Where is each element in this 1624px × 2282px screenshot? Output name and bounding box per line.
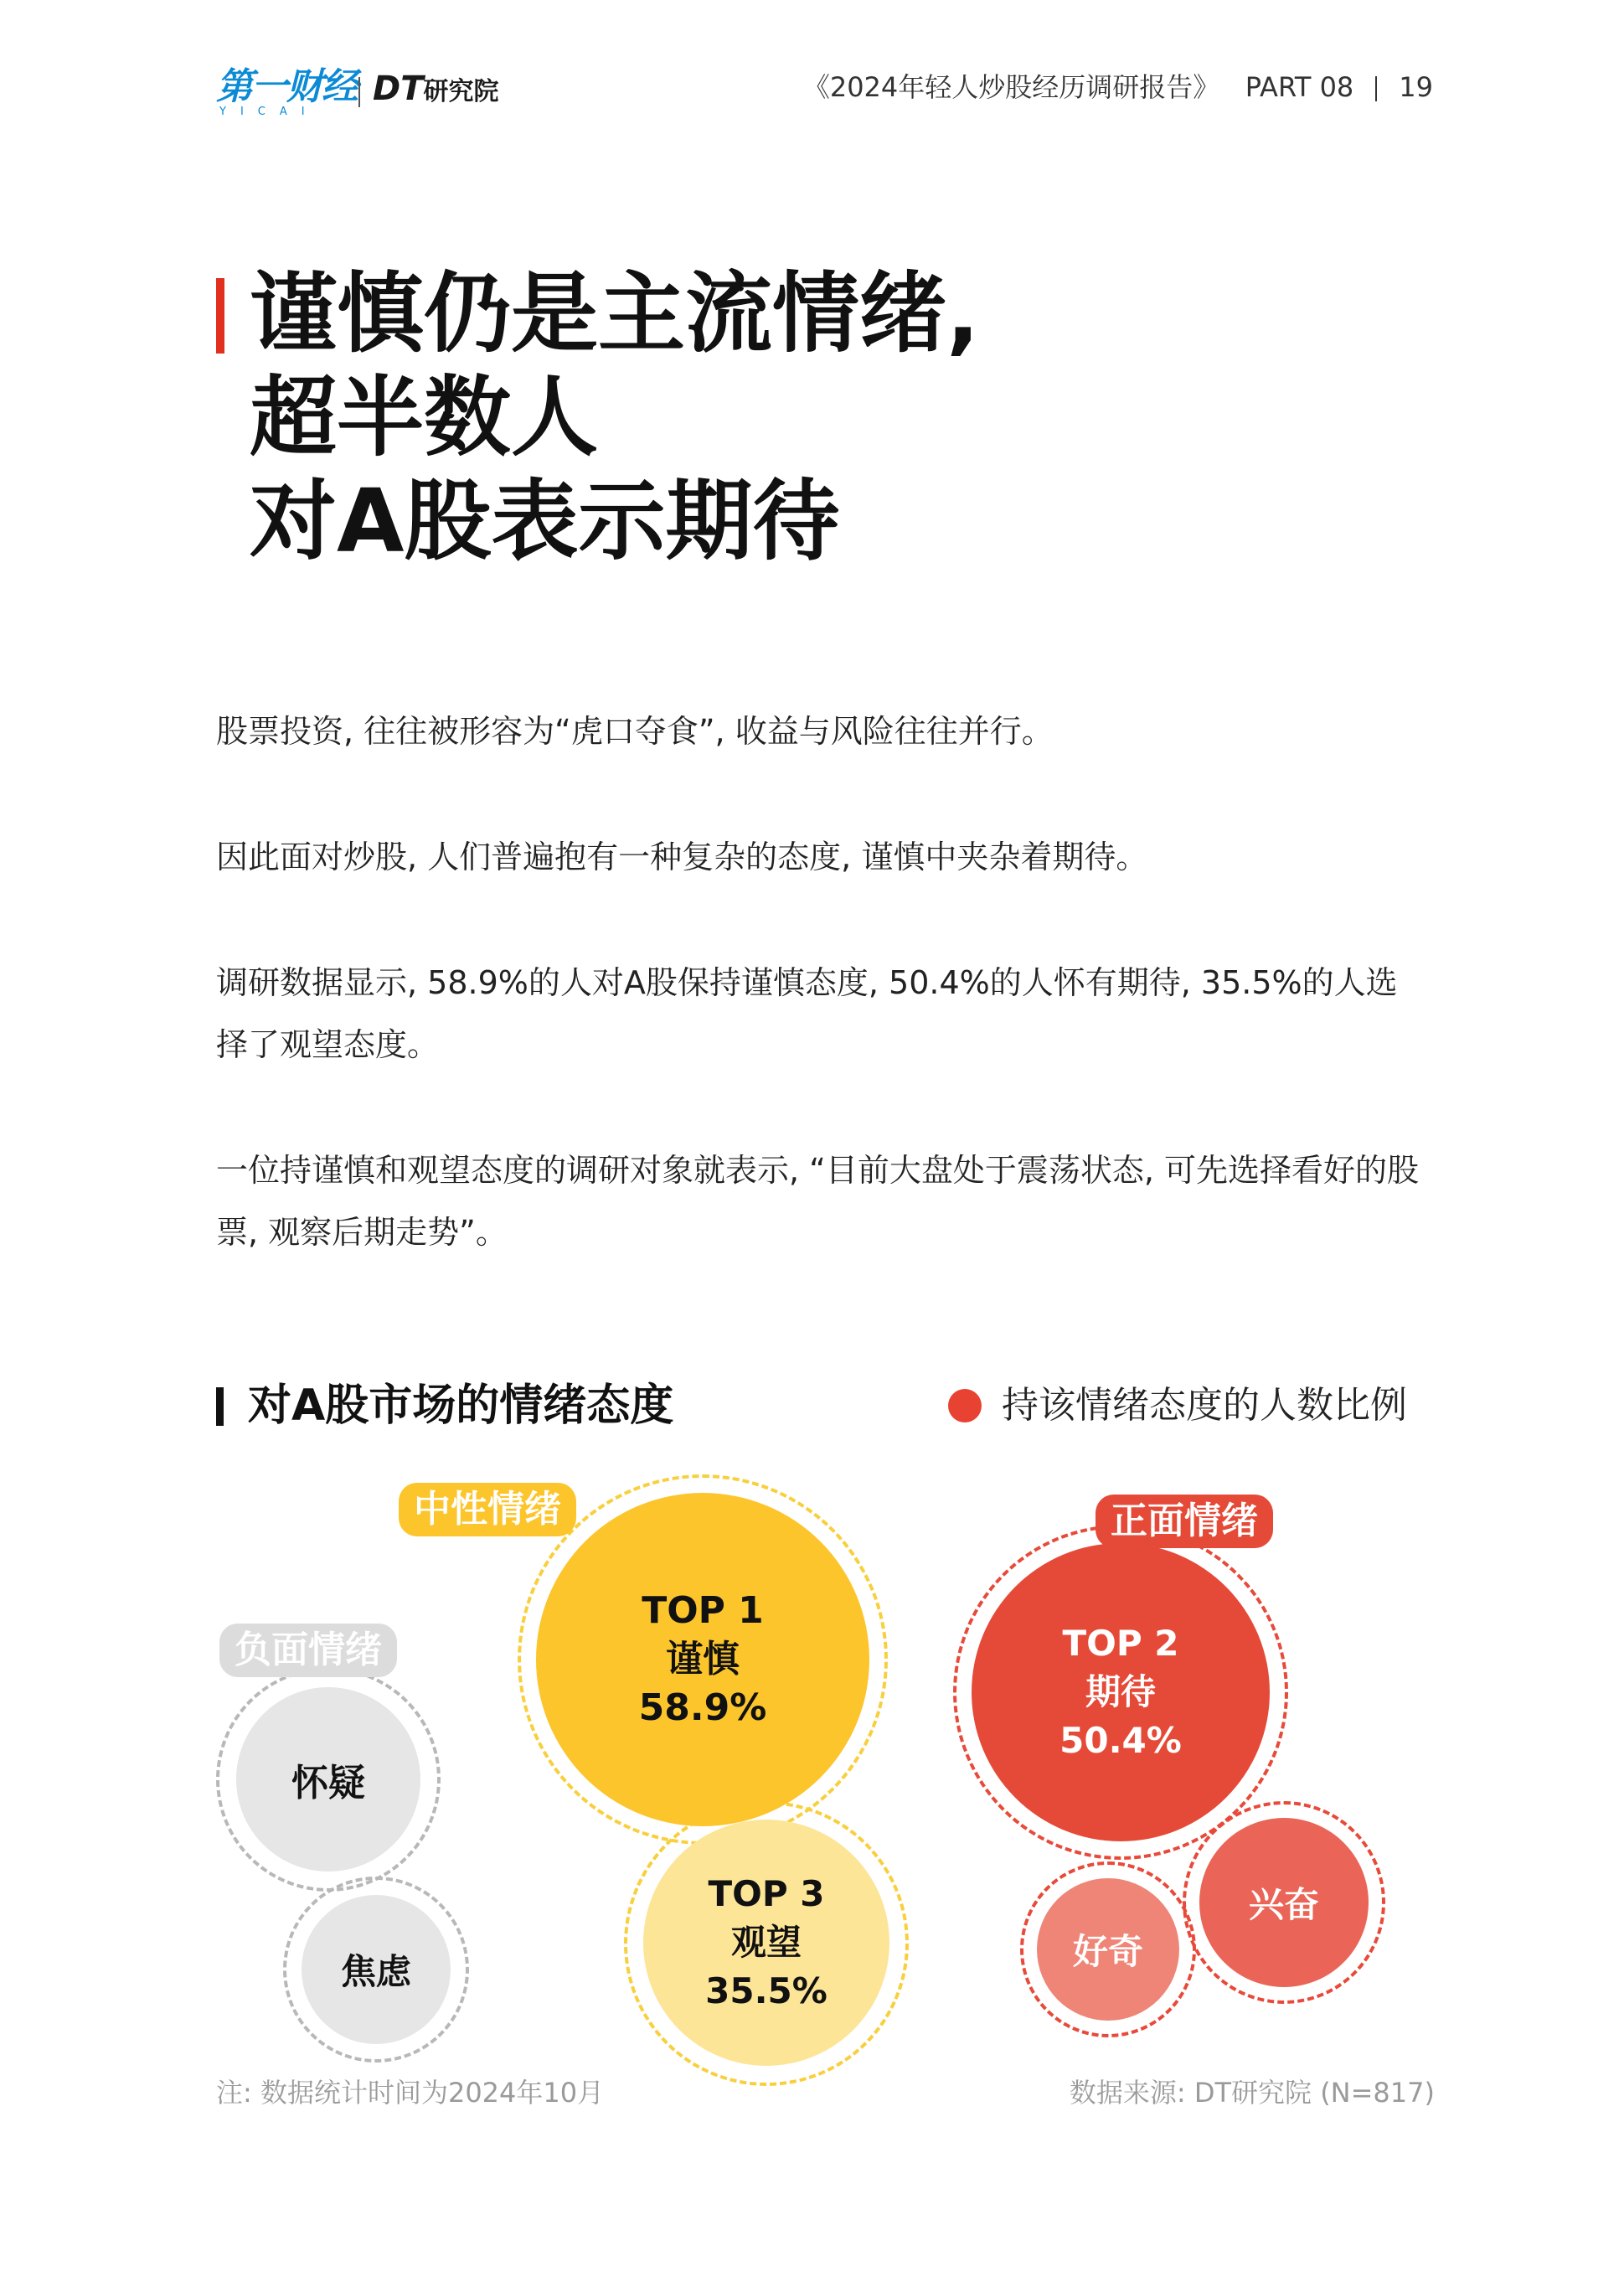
bubble-label: 谨慎 bbox=[666, 1638, 740, 1681]
title-line: 超半数人 bbox=[250, 366, 599, 468]
bubble-value: 50.4% bbox=[1059, 1720, 1182, 1761]
yicai-logo-cn: 第一财经 bbox=[216, 65, 357, 108]
body-paragraph: 股票投资, 往往被形容为“虎口夺食”, 收益与风险往往并行。 bbox=[216, 713, 1054, 750]
bubble-value: 58.9% bbox=[638, 1686, 767, 1729]
dt-logo bbox=[373, 69, 499, 112]
header-divider bbox=[1375, 76, 1377, 101]
body-paragraph: 一位持谨慎和观望态度的调研对象就表示, “目前大盘处于震荡状态, 可先选择看好的股票, 观察后期走势”。 bbox=[216, 1152, 1420, 1251]
bubble-value: 35.5% bbox=[705, 1970, 827, 2011]
group-tag-positive: 正面情绪 bbox=[1096, 1495, 1273, 1548]
chart-title: 对A股市场的情绪态度 bbox=[248, 1381, 674, 1431]
chart-title-bar bbox=[216, 1387, 224, 1426]
bubble-top3-watch bbox=[643, 1820, 889, 2066]
logo-divider bbox=[358, 77, 360, 107]
page-title bbox=[250, 261, 980, 573]
title-line: 对A股表示期待 bbox=[250, 470, 840, 572]
chart-source: 数据来源: DT研究院 (N=817) bbox=[1069, 2077, 1435, 2109]
bubble-label: 怀疑 bbox=[291, 1762, 365, 1804]
bubble-top2-expectation bbox=[972, 1543, 1270, 1841]
title-line: 谨慎仍是主流情绪, bbox=[250, 262, 980, 364]
report-title: 《2024年轻人炒股经历调研报告》 bbox=[802, 71, 1220, 103]
dt-logo-sub: 研究院 bbox=[423, 77, 499, 106]
bubble-top1-caution bbox=[536, 1493, 869, 1826]
legend-label: 持该情绪态度的人数比例 bbox=[1002, 1384, 1407, 1427]
bubble-label: 兴奋 bbox=[1248, 1884, 1319, 1925]
bubble-rank: TOP 2 bbox=[1062, 1623, 1179, 1664]
body-paragraph: 因此面对炒股, 人们普遍抱有一种复杂的态度, 谨慎中夹杂着期待。 bbox=[216, 839, 1148, 875]
header-report-info bbox=[803, 69, 1433, 106]
bubble-excited bbox=[1199, 1818, 1369, 1987]
page-number: 19 bbox=[1399, 71, 1433, 103]
title-accent-bar bbox=[216, 278, 224, 354]
bubble-anxiety bbox=[302, 1895, 451, 2044]
legend-marker bbox=[948, 1389, 982, 1422]
group-tag-negative: 负面情绪 bbox=[219, 1624, 397, 1677]
bubble-label: 好奇 bbox=[1072, 1931, 1143, 1972]
body-paragraph: 调研数据显示, 58.9%的人对A股保持谨慎态度, 50.4%的人怀有期待, 35.5%的人选择了观望态度。 bbox=[216, 964, 1398, 1063]
part-label: PART 08 bbox=[1245, 71, 1354, 103]
bubble-label: 观望 bbox=[730, 1922, 802, 1963]
bubble-label: 期待 bbox=[1085, 1671, 1156, 1712]
bubble-doubt bbox=[236, 1687, 420, 1872]
bubble-curious bbox=[1037, 1878, 1179, 2021]
chart-note: 注: 数据统计时间为2024年10月 bbox=[216, 2077, 605, 2109]
bubble-rank: TOP 1 bbox=[642, 1589, 764, 1632]
dt-logo-mark: DT bbox=[373, 70, 424, 108]
bubble-rank: TOP 3 bbox=[708, 1873, 825, 1914]
yicai-logo-en: YICAI bbox=[219, 106, 319, 118]
bubble-label: 焦虑 bbox=[340, 1951, 411, 1992]
yicai-logo bbox=[216, 67, 357, 116]
group-tag-neutral: 中性情绪 bbox=[399, 1483, 576, 1536]
